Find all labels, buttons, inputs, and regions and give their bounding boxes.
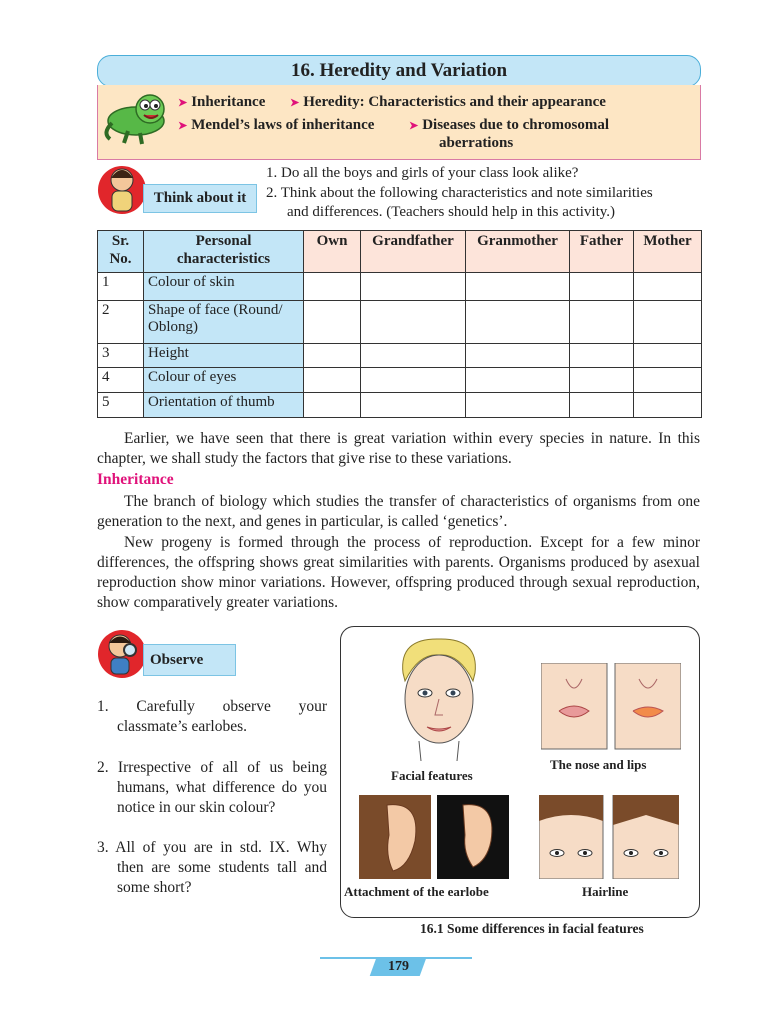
mascot-illustration bbox=[98, 87, 170, 147]
progeny-paragraph: New progeny is formed through the process of reproduction. Except for a few minor differences, the offspring shows great similarities with parents. Organisms produced by asexual reproduction show minor variations. However, offspring produced through sexual reproduction, show comparatively greater variations. bbox=[97, 534, 700, 611]
blank-cell[interactable] bbox=[361, 344, 466, 368]
observe-question-2: 2. Irrespective of all of us being humans, what difference do you notice in our skin colour? bbox=[97, 759, 327, 816]
inheritance-heading: Inheritance bbox=[97, 471, 174, 488]
row-characteristic: Height bbox=[144, 344, 304, 368]
blank-cell[interactable] bbox=[634, 301, 702, 344]
blank-cell[interactable] bbox=[466, 344, 570, 368]
header-father: Father bbox=[570, 231, 634, 273]
row-characteristic: Orientation of thumb bbox=[144, 393, 304, 418]
bullet-arrow-icon: ➤ bbox=[290, 97, 300, 109]
think-question-2-cont: and differences. (Teachers should help in this activity.) bbox=[287, 204, 616, 220]
row-number: 1 bbox=[98, 273, 144, 301]
blank-cell[interactable] bbox=[634, 273, 702, 301]
table-row bbox=[98, 301, 702, 344]
row-number: 4 bbox=[98, 368, 144, 393]
blank-cell[interactable] bbox=[304, 344, 361, 368]
nose-lips-illustration bbox=[541, 663, 681, 753]
header-grandfather: Grandfather bbox=[361, 231, 466, 273]
blank-cell[interactable] bbox=[361, 301, 466, 344]
boy-magnifier-illustration bbox=[97, 624, 147, 680]
earlobe-illustration bbox=[359, 795, 509, 879]
header-granmother: Granmother bbox=[466, 231, 570, 273]
row-characteristic: Shape of face (Round/ Oblong) bbox=[144, 301, 304, 344]
topic-diseases: Diseases due to chromosomal bbox=[422, 117, 610, 133]
girl-thinking-illustration bbox=[97, 160, 147, 216]
header-sr-no: Sr. No. bbox=[98, 231, 144, 273]
blank-cell[interactable] bbox=[466, 368, 570, 393]
observe-question-3: 3. All of you are in std. IX. Why then are some students tall and some short? bbox=[97, 839, 327, 896]
page-number-text: 179 bbox=[387, 959, 409, 974]
table-row bbox=[98, 393, 702, 418]
face-illustration bbox=[389, 633, 489, 763]
think-question-2: 2. Think about the following characteristics and note similarities bbox=[266, 185, 653, 201]
page-number bbox=[370, 958, 427, 976]
blank-cell[interactable] bbox=[304, 301, 361, 344]
hairline-illustration bbox=[539, 795, 679, 879]
blank-cell[interactable] bbox=[570, 301, 634, 344]
bullet-arrow-icon: ➤ bbox=[409, 120, 419, 132]
bullet-arrow-icon: ➤ bbox=[178, 97, 188, 109]
row-characteristic: Colour of skin bbox=[144, 273, 304, 301]
blank-cell[interactable] bbox=[570, 273, 634, 301]
blank-cell[interactable] bbox=[634, 344, 702, 368]
topic-heredity: Heredity: Characteristics and their appearance bbox=[303, 94, 606, 110]
chapter-title: 16. Heredity and Variation bbox=[97, 55, 701, 87]
blank-cell[interactable] bbox=[361, 393, 466, 418]
blank-cell[interactable] bbox=[570, 393, 634, 418]
think-about-it-label: Think about it bbox=[143, 184, 257, 213]
row-number: 2 bbox=[98, 301, 144, 344]
blank-cell[interactable] bbox=[634, 368, 702, 393]
think-question-1: 1. Do all the boys and girls of your class look alike? bbox=[266, 165, 579, 181]
blank-cell[interactable] bbox=[361, 273, 466, 301]
blank-cell[interactable] bbox=[466, 301, 570, 344]
intro-paragraph: Earlier, we have seen that there is great variation within every species in nature. In this chapter, we shall study the factors that give rise to these variations. bbox=[97, 430, 700, 467]
header-personal-characteristics: Personal characteristics bbox=[144, 231, 304, 273]
blank-cell[interactable] bbox=[634, 393, 702, 418]
row-characteristic: Colour of eyes bbox=[144, 368, 304, 393]
row-number: 5 bbox=[98, 393, 144, 418]
blank-cell[interactable] bbox=[304, 368, 361, 393]
earlobe-label: Attachment of the earlobe bbox=[344, 884, 489, 899]
blank-cell[interactable] bbox=[304, 273, 361, 301]
blank-cell[interactable] bbox=[361, 368, 466, 393]
topic-diseases-cont: aberrations bbox=[439, 135, 514, 151]
table-row bbox=[98, 344, 702, 368]
topics-box bbox=[97, 85, 701, 160]
blank-cell[interactable] bbox=[570, 368, 634, 393]
characteristics-table bbox=[97, 230, 702, 418]
topic-inheritance: Inheritance bbox=[191, 94, 266, 110]
observe-label: Observe bbox=[143, 644, 236, 676]
facial-features-label: Facial features bbox=[391, 768, 473, 783]
blank-cell[interactable] bbox=[570, 344, 634, 368]
nose-lips-label: The nose and lips bbox=[550, 757, 647, 772]
figure-caption: 16.1 Some differences in facial features bbox=[420, 921, 644, 936]
observe-question-1: 1. Carefully observe your classmate’s earlobes. bbox=[97, 698, 327, 735]
blank-cell[interactable] bbox=[466, 393, 570, 418]
hairline-label: Hairline bbox=[582, 884, 629, 899]
table-row bbox=[98, 273, 702, 301]
header-own: Own bbox=[304, 231, 361, 273]
genetics-paragraph: The branch of biology which studies the transfer of characteristics of organisms from one generation to the next, and genes in particular, is called ‘genetics’. bbox=[97, 493, 700, 530]
blank-cell[interactable] bbox=[466, 273, 570, 301]
blank-cell[interactable] bbox=[304, 393, 361, 418]
topic-mendel: Mendel’s laws of inheritance bbox=[191, 117, 375, 133]
row-number: 3 bbox=[98, 344, 144, 368]
figure-box bbox=[340, 626, 700, 918]
table-row bbox=[98, 368, 702, 393]
header-mother: Mother bbox=[634, 231, 702, 273]
bullet-arrow-icon: ➤ bbox=[178, 120, 188, 132]
